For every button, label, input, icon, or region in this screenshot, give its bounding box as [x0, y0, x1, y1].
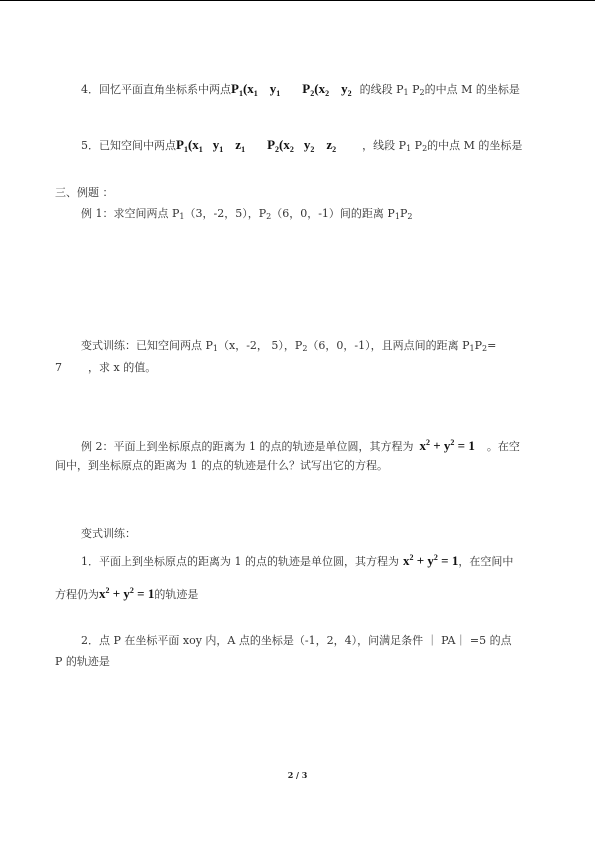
example-2-line2: 间中，到坐标原点的距离为 1 的点的轨迹是什么？试写出它的方程。 — [55, 459, 388, 472]
variant-training-1: 变式训练：已知空间两点 $P_1(x$，-2， 5），$P_2(6$，0，-1），且两点间的距离 $P_1P_2=$ — [81, 339, 497, 353]
formula-p1: $P_1(x_1$ $y_1$ — [231, 81, 281, 98]
variant-training-2-item-2: 2．点 P 在坐标平面 xoy 内，A 点的坐标是（-1，2，4），问满足条件 ｜ PA｜ =5 的点 — [81, 634, 512, 647]
question-4-tail: 的线段 $P_1$ $P_2$的中点 M 的坐标是 — [359, 83, 520, 97]
example-2: 例 2：平面上到坐标原点的距离为 1 的点的轨迹是单位圆，其方程为 $x^2 + y^2 = 1$ 。在空 — [81, 438, 520, 453]
question-5-tail: ，线段 $P_1$ $P_2$的中点 M 的坐标是 — [362, 139, 523, 153]
formula-space-p1: $P_1(x_1$ $y_1$ $z_1$ — [176, 137, 246, 154]
variant-training-2-item-1: 1．平面上到坐标原点的距离为 1 的点的轨迹是单位圆，其方程为 $x^2 + y^2 = 1$，在空间中 — [81, 553, 514, 568]
variant-training-2-heading: 变式训练： — [81, 527, 136, 540]
question-5-text: 5．已知空间中两点 — [81, 139, 176, 152]
formula-unit-circle: $x^2 + y^2 = 1$ — [419, 438, 475, 453]
formula-unit-circle-2: $x^2 + y^2 = 1$ — [403, 553, 459, 568]
example-1: 例 1：求空间两点 $P_1(3$，-2，5），$P_2(6$，0，-1）间的距离 $P_1P_2$ — [81, 207, 413, 221]
question-5 — [81, 138, 522, 157]
variant-training-2-item-2-line2: P 的轨迹是 — [55, 655, 110, 668]
formula-p2: $P_2(x_2$ $y_2$ — [302, 81, 352, 98]
formula-unit-circle-3: $x^2 + y^2 = 1$ — [99, 586, 155, 601]
question-4 — [81, 82, 520, 101]
header-rule — [0, 0, 595, 1]
question-4-text: 4．回忆平面直角坐标系中两点 — [81, 83, 231, 96]
page-number: 2 / 3 — [287, 770, 308, 780]
variant-training-2-item-1-line2: 方程仍为$x^2 + y^2 = 1$的轨迹是 — [55, 586, 199, 601]
formula-space-p2: $P_2(x_2$ $y_2$ $z_2$ — [267, 137, 337, 154]
section-3-heading: 三、例题 ： — [55, 186, 114, 199]
variant-training-1-line2: 7 ，求 x 的值。 — [55, 361, 157, 374]
